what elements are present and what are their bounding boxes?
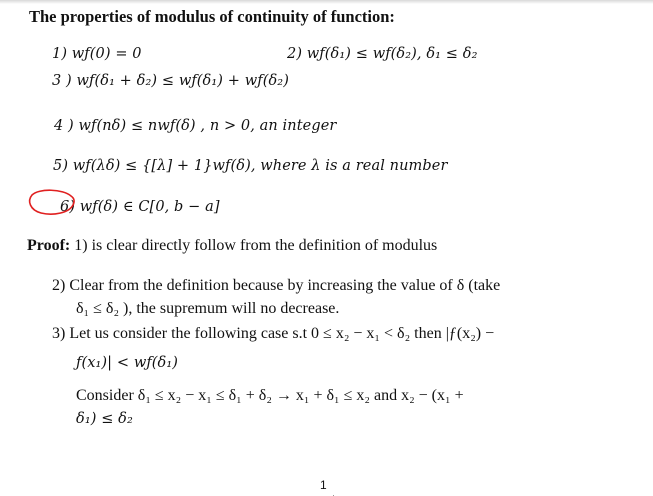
property-6: 6) wƒ(δ) ∈ C[0, b − a] — [60, 199, 220, 215]
proof-paragraph — [27, 236, 437, 256]
proof-item-3-line-3: Consider δ₁ ≤ x₂ − x₁ ≤ δ₁ + δ₂ → x₁ + δ₁ ≤ x₂ and x₂ − (x₁ + — [76, 387, 464, 404]
property-5: 5) wƒ(λδ) ≤ {[λ] + 1}wƒ(δ), where λ is a real number — [53, 158, 448, 174]
page-number: 1 — [320, 478, 327, 492]
proof-intro: 1) is clear directly follow from the definition of modulus — [70, 237, 438, 254]
red-circle-annotation — [27, 187, 77, 217]
proof-item-3-line-4: δ₁) ≤ δ₂ — [76, 411, 133, 427]
proof-item-2-line-1: 2) Clear from the definition because by increasing the value of δ (take — [52, 277, 501, 294]
proof-label: Proof: — [27, 237, 71, 254]
proof-item-3-line-2: ƒ(x₁)| < wƒ(δ₁) — [76, 355, 179, 371]
section-title: The properties of modulus of continuity of function: — [29, 7, 395, 26]
property-1: 1) wƒ(0) = 0 — [52, 46, 142, 62]
property-4: 4 ) wƒ(nδ) ≤ nwƒ(δ) , n > 0, an integer — [54, 118, 337, 134]
property-3: 3 ) wƒ(δ₁ + δ₂) ≤ wƒ(δ₁) + wƒ(δ₂) — [52, 73, 289, 89]
top-shadow — [0, 0, 653, 4]
property-2: 2) wƒ(δ₁) ≤ wƒ(δ₂), δ₁ ≤ δ₂ — [287, 46, 478, 62]
proof-item-3-line-1: 3) Let us consider the following case s.t 0 ≤ x₂ − x₁ < δ₂ then |ƒ(x₂) − — [52, 325, 495, 342]
proof-item-2-line-2: δ₁ ≤ δ₂ ), the supremum will no decrease. — [76, 300, 340, 317]
